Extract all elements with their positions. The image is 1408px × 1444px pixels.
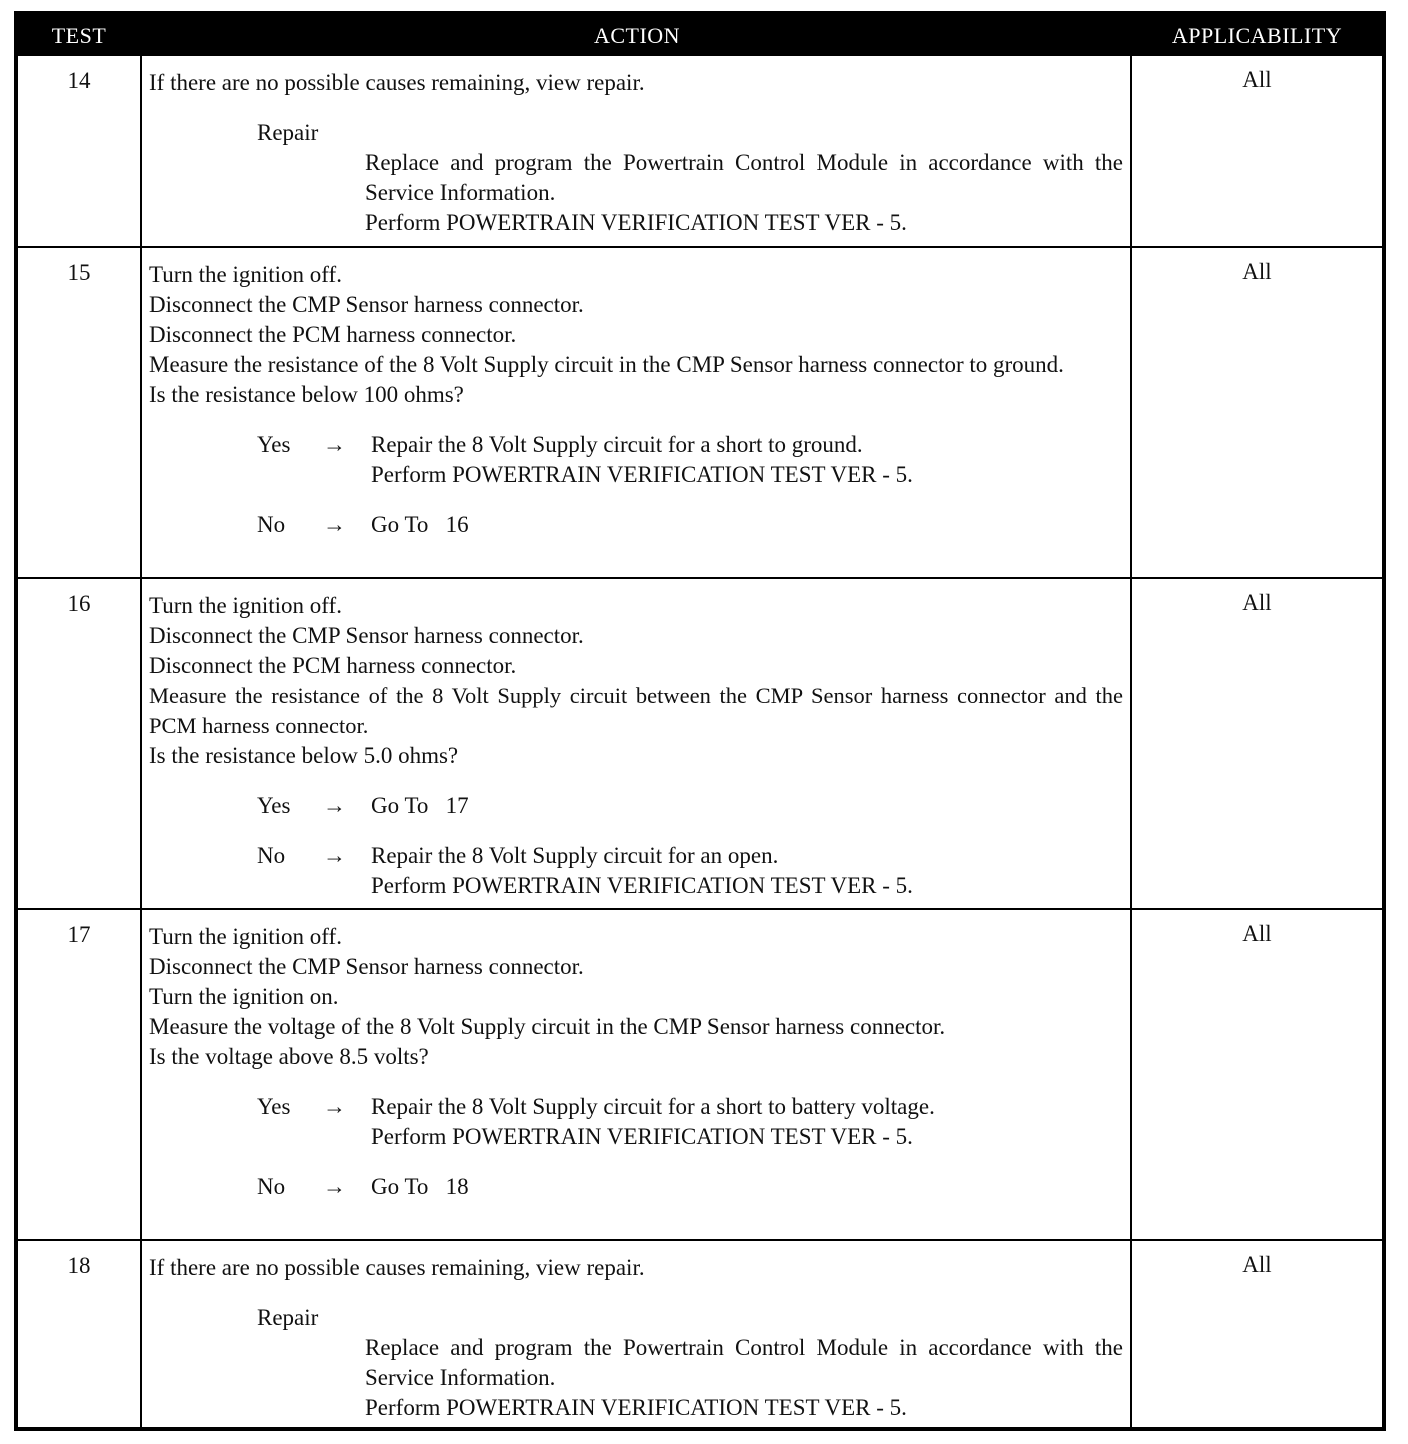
- outcome-result: Repair the 8 Volt Supply circuit for a short to ground.: [371, 432, 863, 457]
- outcome-yes: [149, 1092, 1123, 1152]
- repair-label: Repair: [257, 1305, 319, 1330]
- outcome-result: Go To 17: [371, 793, 469, 818]
- arrow-right-icon: →: [323, 512, 346, 537]
- table-row-test-16: [18, 577, 1382, 908]
- column-divider: [140, 910, 142, 1239]
- header-applicability: APPLICABILITY: [1171, 23, 1343, 48]
- column-divider: [1130, 579, 1132, 908]
- outcome-yes: [149, 791, 1123, 821]
- table-row-test-17: [18, 908, 1382, 1239]
- action-step: Turn the ignition off.: [149, 262, 342, 287]
- outcome-label: Yes: [257, 1094, 291, 1119]
- outcome-label: No: [257, 1174, 286, 1199]
- outcome-verify: Perform POWERTRAIN VERIFICATION TEST VER - 5.: [371, 873, 913, 898]
- action-step: If there are no possible causes remaining, view repair.: [149, 70, 645, 95]
- arrow-right-icon: →: [323, 432, 346, 457]
- test-number: 16: [67, 591, 91, 616]
- column-divider: [140, 1241, 142, 1427]
- outcome-yes: [149, 430, 1123, 490]
- action-step: Disconnect the CMP Sensor harness connector.: [149, 292, 584, 317]
- action-question: Is the resistance below 100 ohms?: [149, 382, 464, 407]
- action-question: Is the voltage above 8.5 volts?: [149, 1044, 429, 1069]
- arrow-right-icon: →: [323, 793, 346, 818]
- action-step: Disconnect the CMP Sensor harness connector.: [149, 623, 584, 648]
- outcome-label: Yes: [257, 793, 291, 818]
- repair-verify: Perform POWERTRAIN VERIFICATION TEST VER - 5.: [365, 210, 907, 235]
- arrow-right-icon: →: [323, 1094, 346, 1119]
- repair-verify: Perform POWERTRAIN VERIFICATION TEST VER - 5.: [365, 1395, 907, 1420]
- table-header: [18, 15, 1382, 56]
- action-cell: [149, 922, 1123, 1202]
- action-step: Turn the ignition off.: [149, 924, 342, 949]
- action-step: Measure the voltage of the 8 Volt Supply circuit in the CMP Sensor harness connector.: [149, 1014, 946, 1039]
- header-test: TEST: [51, 23, 107, 48]
- outcome-label: No: [257, 843, 286, 868]
- outcome-result: Go To 18: [371, 1174, 469, 1199]
- action-cell: [149, 591, 1123, 901]
- action-step: Measure the resistance of the 8 Volt Supply circuit between the CMP Sensor harness connector and the PCM harness connector.: [149, 683, 1123, 738]
- table-row-test-18: [18, 1239, 1382, 1427]
- column-divider: [140, 248, 142, 577]
- repair-text: Replace and program the Powertrain Control Module in accordance with the Service Information.: [365, 1335, 1123, 1390]
- action-question: Is the resistance below 5.0 ohms?: [149, 743, 459, 768]
- action-cell: [149, 1253, 1123, 1423]
- action-step: If there are no possible causes remaining, view repair.: [149, 1255, 645, 1280]
- test-number: 14: [67, 68, 91, 93]
- action-step: Disconnect the PCM harness connector.: [149, 653, 517, 678]
- column-divider: [140, 56, 142, 246]
- outcome-label: Yes: [257, 432, 291, 457]
- applicability-value: All: [1242, 67, 1272, 92]
- arrow-right-icon: →: [323, 1174, 346, 1199]
- column-divider: [1130, 910, 1132, 1239]
- outcome-result: Repair the 8 Volt Supply circuit for an open.: [371, 843, 779, 868]
- test-number: 17: [67, 922, 91, 947]
- table-row-test-14: [18, 56, 1382, 246]
- applicability-value: All: [1242, 259, 1272, 284]
- action-step: Measure the resistance of the 8 Volt Supply circuit in the CMP Sensor harness connector to ground.: [149, 352, 1064, 377]
- applicability-value: All: [1242, 590, 1272, 615]
- outcome-no: [149, 510, 1123, 540]
- outcome-no: [149, 1172, 1123, 1202]
- column-divider: [140, 579, 142, 908]
- outcome-no: [149, 841, 1123, 901]
- action-step: Turn the ignition off.: [149, 593, 342, 618]
- test-number: 18: [67, 1253, 91, 1278]
- action-step: Disconnect the PCM harness connector.: [149, 322, 517, 347]
- outcome-verify: Perform POWERTRAIN VERIFICATION TEST VER - 5.: [371, 1124, 913, 1149]
- outcome-result: Repair the 8 Volt Supply circuit for a short to battery voltage.: [371, 1094, 935, 1119]
- applicability-value: All: [1242, 1252, 1272, 1277]
- test-number: 15: [67, 260, 91, 285]
- action-step: Disconnect the CMP Sensor harness connector.: [149, 954, 584, 979]
- outcome-result: Go To 16: [371, 512, 469, 537]
- action-step: Turn the ignition on.: [149, 984, 339, 1009]
- table-row-test-15: [18, 246, 1382, 577]
- column-divider: [1130, 248, 1132, 577]
- applicability-value: All: [1242, 921, 1272, 946]
- repair-text: Replace and program the Powertrain Control Module in accordance with the Service Information.: [365, 150, 1123, 205]
- diagnostic-table: [14, 11, 1386, 1431]
- action-cell: [149, 68, 1123, 238]
- action-cell: [149, 260, 1123, 540]
- repair-label: Repair: [257, 120, 319, 145]
- arrow-right-icon: →: [323, 843, 346, 868]
- header-action: ACTION: [593, 23, 681, 48]
- outcome-label: No: [257, 512, 286, 537]
- outcome-verify: Perform POWERTRAIN VERIFICATION TEST VER - 5.: [371, 462, 913, 487]
